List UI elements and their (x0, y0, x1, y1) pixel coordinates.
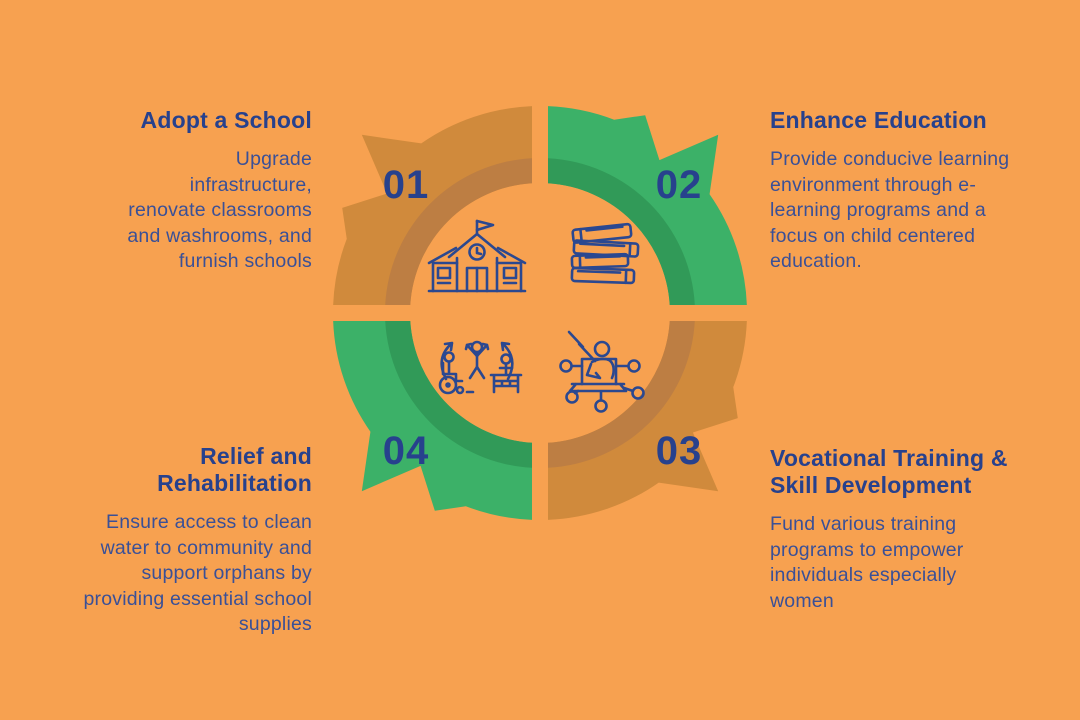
section-description: Provide conducive learning environment through e-learning programs and a focus on child centered education. (770, 148, 1010, 272)
segment-04-number: 04 (382, 429, 430, 473)
section-enhance-education (770, 107, 1022, 275)
section-vocational-training (770, 445, 1022, 614)
training-icon (561, 332, 644, 412)
section-description: Upgrade infrastructure, renovate classrooms and washrooms, and furnish schools (127, 148, 312, 272)
school-icon (429, 221, 525, 291)
section-title: Adopt a School (140, 107, 312, 133)
relief-icon (440, 342, 521, 393)
segment-02-number: 02 (655, 163, 703, 207)
section-title: Relief and Rehabilitation (157, 443, 312, 496)
section-description: Fund various training programs to empower individuals especially women (770, 513, 964, 612)
segment-03-arrow (548, 321, 747, 520)
segment-03-number: 03 (655, 429, 703, 473)
books-icon (572, 224, 638, 283)
section-relief-rehabilitation (62, 443, 312, 638)
section-title: Vocational Training & Skill Development (770, 445, 1008, 498)
segment-02-arrow (548, 106, 747, 305)
section-title: Enhance Education (770, 107, 987, 133)
section-description: Ensure access to clean water to community and support orphans by providing essential school supplies (83, 511, 312, 635)
segment-01-number: 01 (382, 163, 430, 207)
section-adopt-a-school (82, 107, 312, 275)
